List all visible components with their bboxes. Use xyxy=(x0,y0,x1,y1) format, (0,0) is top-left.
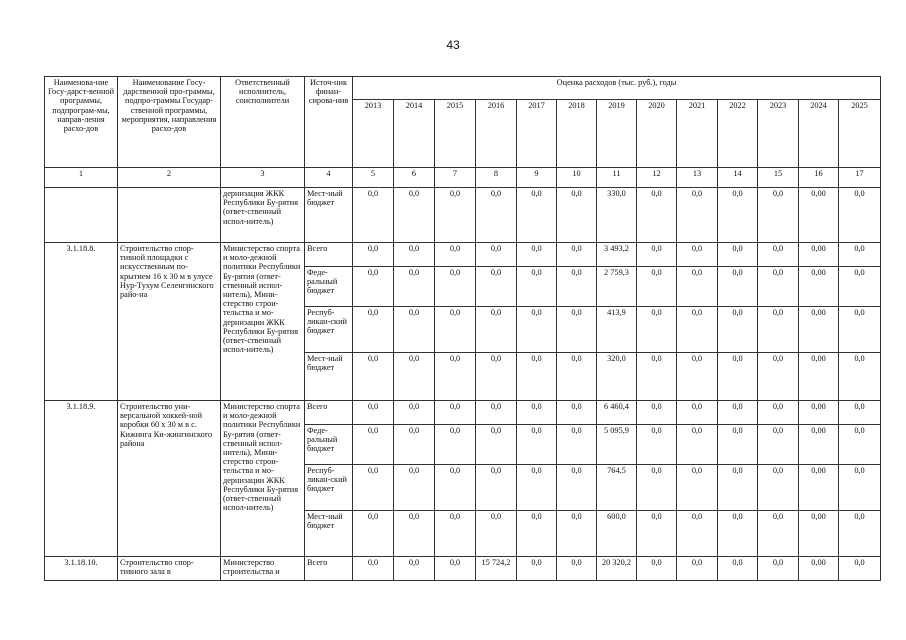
value-cell: 0,0 xyxy=(677,267,718,307)
header-year: 2022 xyxy=(718,99,758,167)
value-cell: 764,5 xyxy=(597,465,637,511)
header-year: 2025 xyxy=(839,99,881,167)
measure-code xyxy=(45,188,118,243)
value-cell: 0,0 xyxy=(718,243,758,267)
value-cell: 0,0 xyxy=(718,353,758,401)
value-cell: 0,0 xyxy=(435,188,476,243)
value-cell: 6 460,4 xyxy=(597,401,637,425)
value-cell: 0,0 xyxy=(394,267,435,307)
column-index: 5 xyxy=(353,168,394,188)
value-cell: 0,0 xyxy=(839,557,881,581)
value-cell: 0,0 xyxy=(557,243,597,267)
value-cell: 0,0 xyxy=(718,267,758,307)
value-cell: 0,0 xyxy=(637,401,677,425)
header-year: 2014 xyxy=(394,99,435,167)
value-cell: 15 724,2 xyxy=(476,557,517,581)
funding-source: Респуб-ликан-ский бюджет xyxy=(305,307,353,353)
value-cell: 0,0 xyxy=(839,243,881,267)
value-cell: 0,0 xyxy=(758,557,799,581)
column-index: 1 xyxy=(45,168,118,188)
header-year: 2015 xyxy=(435,99,476,167)
value-cell: 0,00 xyxy=(799,353,839,401)
value-cell: 0,0 xyxy=(476,425,517,465)
header-year: 2019 xyxy=(597,99,637,167)
header-year: 2018 xyxy=(557,99,597,167)
value-cell: 0,0 xyxy=(353,401,394,425)
value-cell: 0,0 xyxy=(476,243,517,267)
header-program-short: Наименова-ние Госу-дарст-венной программы, подпрограм-мы, направ-ления расхо-дов xyxy=(45,77,118,168)
header-executor: Ответственный исполнитель, соисполнители xyxy=(221,77,305,168)
column-index: 8 xyxy=(476,168,517,188)
column-index: 9 xyxy=(517,168,557,188)
funding-source: Мест-ный бюджет xyxy=(305,188,353,243)
funding-source: Мест-ный бюджет xyxy=(305,511,353,557)
value-cell: 0,0 xyxy=(758,188,799,243)
value-cell: 0,0 xyxy=(758,267,799,307)
value-cell: 0,0 xyxy=(476,307,517,353)
value-cell: 5 095,9 xyxy=(597,425,637,465)
value-cell: 0,0 xyxy=(718,401,758,425)
value-cell: 0,00 xyxy=(799,307,839,353)
value-cell: 0,0 xyxy=(758,465,799,511)
value-cell: 0,0 xyxy=(718,511,758,557)
measure-name: Строительство спор-тивной площадки с искусственным по-крытием 16 х 30 м в улусе Нур-Тухум Селенгинского райо-на xyxy=(118,243,221,401)
value-cell: 0,00 xyxy=(799,267,839,307)
header-year: 2020 xyxy=(637,99,677,167)
value-cell: 0,0 xyxy=(353,267,394,307)
value-cell: 0,0 xyxy=(517,243,557,267)
value-cell: 0,0 xyxy=(637,465,677,511)
value-cell: 600,0 xyxy=(597,511,637,557)
value-cell: 0,0 xyxy=(557,188,597,243)
value-cell: 0,00 xyxy=(799,188,839,243)
value-cell: 0,0 xyxy=(718,188,758,243)
value-cell: 0,0 xyxy=(637,557,677,581)
value-cell: 0,0 xyxy=(435,511,476,557)
header-year: 2013 xyxy=(353,99,394,167)
column-index: 12 xyxy=(637,168,677,188)
value-cell: 0,0 xyxy=(353,188,394,243)
header-year: 2023 xyxy=(758,99,799,167)
value-cell: 0,0 xyxy=(517,465,557,511)
value-cell: 0,0 xyxy=(353,307,394,353)
value-cell: 0,0 xyxy=(637,511,677,557)
column-index: 6 xyxy=(394,168,435,188)
value-cell: 0,0 xyxy=(758,353,799,401)
measure-name: Строительство спор-тивного зала в xyxy=(118,557,221,581)
executor-cell: Министерство строительства и xyxy=(221,557,305,581)
value-cell: 0,0 xyxy=(476,188,517,243)
value-cell: 0,0 xyxy=(517,557,557,581)
value-cell: 0,0 xyxy=(637,188,677,243)
column-index: 17 xyxy=(839,168,881,188)
value-cell: 320,0 xyxy=(597,353,637,401)
table-row xyxy=(45,188,881,243)
value-cell: 0,0 xyxy=(839,188,881,243)
value-cell: 0,0 xyxy=(394,353,435,401)
value-cell: 0,0 xyxy=(353,425,394,465)
value-cell: 0,0 xyxy=(718,465,758,511)
column-index: 14 xyxy=(718,168,758,188)
value-cell: 0,0 xyxy=(353,511,394,557)
measure-code: 3.1.18.8. xyxy=(45,243,118,401)
measure-name xyxy=(118,188,221,243)
value-cell: 0,0 xyxy=(517,511,557,557)
executor-cell: Министерство спорта и моло-дежной политики Республики Бу-рятия (ответ-ственный испол-нитель), Мини-стерство строи-тельства и мо-дернизации ЖКК Республики Бу-рятия (ответ-ственный испол-нитель) xyxy=(221,243,305,401)
header-year: 2016 xyxy=(476,99,517,167)
value-cell: 0,0 xyxy=(517,307,557,353)
value-cell: 0,0 xyxy=(476,511,517,557)
value-cell: 0,0 xyxy=(476,353,517,401)
measure-code: 3.1.18.9. xyxy=(45,401,118,557)
value-cell: 0,0 xyxy=(718,425,758,465)
value-cell: 0,0 xyxy=(394,465,435,511)
value-cell: 0,0 xyxy=(435,425,476,465)
value-cell: 0,0 xyxy=(476,401,517,425)
expenditure-table xyxy=(44,76,881,581)
header-year: 2024 xyxy=(799,99,839,167)
value-cell: 0,0 xyxy=(353,243,394,267)
value-cell: 0,0 xyxy=(557,353,597,401)
funding-source: Респуб-ликан-ский бюджет xyxy=(305,465,353,511)
value-cell: 0,0 xyxy=(839,465,881,511)
value-cell: 0,0 xyxy=(839,353,881,401)
table-row xyxy=(45,243,881,267)
value-cell: 0,0 xyxy=(637,425,677,465)
value-cell: 0,0 xyxy=(839,425,881,465)
header-program-name: Наименование Госу-дарственной про-граммы, подпро-граммы Государ-ственной программы, мероприятия, направления расхо-дов xyxy=(118,77,221,168)
value-cell: 413,9 xyxy=(597,307,637,353)
value-cell: 0,0 xyxy=(394,425,435,465)
column-index: 16 xyxy=(799,168,839,188)
funding-source: Всего xyxy=(305,557,353,581)
value-cell: 0,00 xyxy=(799,243,839,267)
value-cell: 0,0 xyxy=(557,425,597,465)
value-cell: 0,0 xyxy=(557,465,597,511)
value-cell: 0,0 xyxy=(394,188,435,243)
value-cell: 0,0 xyxy=(637,353,677,401)
value-cell: 0,0 xyxy=(557,267,597,307)
value-cell: 0,0 xyxy=(435,401,476,425)
value-cell: 0,00 xyxy=(799,465,839,511)
value-cell: 0,0 xyxy=(394,401,435,425)
value-cell: 0,0 xyxy=(839,267,881,307)
value-cell: 0,00 xyxy=(799,401,839,425)
value-cell: 0,0 xyxy=(557,401,597,425)
executor-cell: Министерство спорта и моло-дежной политики Республики Бу-рятия (ответ-ственный испол-нитель), Мини-стерство строи-тельства и мо-дернизации ЖКК Республики Бу-рятия (ответ-ственный испол-нитель) xyxy=(221,401,305,557)
value-cell: 0,0 xyxy=(677,401,718,425)
value-cell: 330,0 xyxy=(597,188,637,243)
value-cell: 0,0 xyxy=(677,425,718,465)
column-index: 15 xyxy=(758,168,799,188)
value-cell: 0,0 xyxy=(758,401,799,425)
value-cell: 0,0 xyxy=(435,267,476,307)
column-index: 7 xyxy=(435,168,476,188)
column-index: 3 xyxy=(221,168,305,188)
value-cell: 0,0 xyxy=(353,465,394,511)
executor-cell: дернизация ЖКК Республики Бу-рятия (ответ-ственный испол-нитель) xyxy=(221,188,305,243)
value-cell: 0,0 xyxy=(517,425,557,465)
value-cell: 0,0 xyxy=(637,267,677,307)
column-index: 4 xyxy=(305,168,353,188)
value-cell: 0,0 xyxy=(557,557,597,581)
table-row xyxy=(45,401,881,425)
value-cell: 0,0 xyxy=(758,307,799,353)
measure-code: 3.1.18.10. xyxy=(45,557,118,581)
value-cell: 0,0 xyxy=(677,465,718,511)
value-cell: 0,0 xyxy=(718,307,758,353)
value-cell: 0,0 xyxy=(435,465,476,511)
value-cell: 0,0 xyxy=(353,353,394,401)
value-cell: 0,0 xyxy=(557,307,597,353)
funding-source: Феде-ральный бюджет xyxy=(305,425,353,465)
column-index: 13 xyxy=(677,168,718,188)
value-cell: 0,0 xyxy=(517,267,557,307)
value-cell: 0,0 xyxy=(677,307,718,353)
header-year: 2021 xyxy=(677,99,718,167)
funding-source: Феде-ральный бюджет xyxy=(305,267,353,307)
value-cell: 0,0 xyxy=(839,307,881,353)
measure-name: Строительство уни-версальной хоккей-ной коробки 60 х 30 м в с. Кижинга Ки-жингинского района xyxy=(118,401,221,557)
value-cell: 0,0 xyxy=(758,511,799,557)
funding-source: Всего xyxy=(305,401,353,425)
funding-source: Всего xyxy=(305,243,353,267)
value-cell: 0,0 xyxy=(839,401,881,425)
value-cell: 0,0 xyxy=(637,243,677,267)
value-cell: 0,0 xyxy=(758,243,799,267)
value-cell: 0,0 xyxy=(677,188,718,243)
value-cell: 0,0 xyxy=(758,425,799,465)
value-cell: 0,0 xyxy=(677,353,718,401)
value-cell: 0,0 xyxy=(677,511,718,557)
table-row xyxy=(45,557,881,581)
value-cell: 3 493,2 xyxy=(597,243,637,267)
header-year: 2017 xyxy=(517,99,557,167)
value-cell: 0,0 xyxy=(517,353,557,401)
value-cell: 20 320,2 xyxy=(597,557,637,581)
value-cell: 0,0 xyxy=(557,511,597,557)
header-estimate: Оценка расходов (тыс. руб.), годы xyxy=(353,77,881,100)
value-cell: 0,0 xyxy=(394,243,435,267)
value-cell: 0,00 xyxy=(799,425,839,465)
value-cell: 0,0 xyxy=(353,557,394,581)
funding-source: Мест-ный бюджет xyxy=(305,353,353,401)
value-cell: 0,0 xyxy=(435,557,476,581)
column-index: 11 xyxy=(597,168,637,188)
value-cell: 0,0 xyxy=(394,307,435,353)
value-cell: 0,0 xyxy=(394,557,435,581)
value-cell: 0,0 xyxy=(435,243,476,267)
page-number: 43 xyxy=(446,38,460,52)
value-cell: 0,0 xyxy=(637,307,677,353)
column-index: 10 xyxy=(557,168,597,188)
value-cell: 0,0 xyxy=(517,188,557,243)
value-cell: 0,0 xyxy=(677,243,718,267)
value-cell: 0,0 xyxy=(435,353,476,401)
value-cell: 0,0 xyxy=(394,511,435,557)
value-cell: 0,00 xyxy=(799,511,839,557)
value-cell: 0,0 xyxy=(839,511,881,557)
value-cell: 0,00 xyxy=(799,557,839,581)
value-cell: 0,0 xyxy=(718,557,758,581)
value-cell: 0,0 xyxy=(517,401,557,425)
value-cell: 0,0 xyxy=(677,557,718,581)
value-cell: 0,0 xyxy=(435,307,476,353)
value-cell: 0,0 xyxy=(476,267,517,307)
header-funding-source: Источ-ник финан-сирова-ния xyxy=(305,77,353,168)
column-index: 2 xyxy=(118,168,221,188)
value-cell: 0,0 xyxy=(476,465,517,511)
value-cell: 2 759,3 xyxy=(597,267,637,307)
